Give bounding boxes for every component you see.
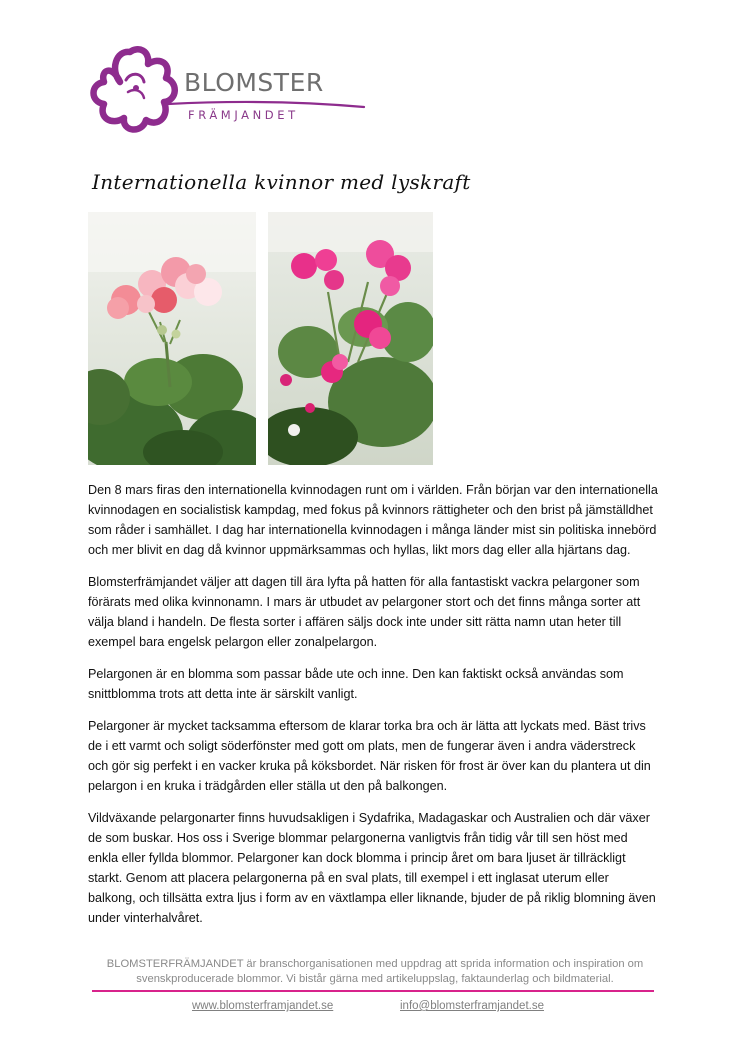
light-pink-pelargonium-photo	[88, 212, 256, 465]
article-title: Internationella kvinnor med lyskraft	[92, 170, 471, 194]
paragraph: Den 8 mars firas den internationella kvinnodagen runt om i världen. Från början var den internationella kvinnodagen en socialistisk kampdag, med fokus på kvinnors rättigheter och den brist på jämställdhet som råder i samhället. I dag har internationella kvinnodagen i många länder mist sin politiska innebörd och mer blivit en dag då kvinnor uppmärksammas och hyllas, likt mors dag eller alla hjärtans dag.	[88, 483, 658, 557]
flower-logo-icon	[86, 42, 186, 134]
hot-pink-pelargonium-photo	[268, 212, 433, 465]
footer-note: BLOMSTERFRÄMJANDET är branschorganisationen med uppdrag att sprida information och inspiration om svenskproducerade blommor. Vi bistår gärna med artikeluppslag, faktaunderlag och bildmaterial.	[106, 958, 644, 985]
paragraph: Pelargoner är mycket tacksamma eftersom de klarar torka bra och är lätta att lyckats med. Bäst trivs de i ett varmt och soligt söderfönster med gott om plats, men de fungerar även i andra väderstreck och gör sig perfekt i en vacker kruka på köksbordet. När risken för frost är över kan du plantera ut din pelargon i en kruka i trädgården eller ställa ut den på balkongen.	[88, 719, 651, 793]
paragraph: Vildväxande pelargonarter finns huvudsakligen i Sydafrika, Madagaskar och Australien och där växer de som buskar. Hos oss i Sverige blommar pelargonerna vanligtvis från tidig vår till sen höst med enkla eller fyllda blommor. Pelargoner kan dock blomma i princip året om bara ljuset är tillräckligt starkt. Genom att placera pelargonerna på en sval plats, till exempel i ett inglasat uterum eller balkong, och tillsätta extra ljus i form av en växtlampa eller liknande, bjuder de på riklig blomning även under vinterhalvåret.	[88, 811, 656, 925]
website-link[interactable]: www.blomsterframjandet.se	[192, 1000, 334, 1012]
footer-divider	[92, 990, 654, 992]
logo-subword: FRÄMJANDET	[188, 108, 299, 122]
paragraph: Pelargonen är en blomma som passar både ute och inne. Den kan faktiskt också användas som snittblomma trots att detta inte är särskilt vanligt.	[88, 667, 624, 701]
logo-wordmark: BLOMSTER	[184, 68, 324, 97]
email-link[interactable]: info@blomsterframjandet.se	[400, 1000, 544, 1012]
blomsterframjandet-logo	[86, 42, 366, 134]
article-body	[88, 480, 658, 940]
paragraph: Blomsterfrämjandet väljer att dagen till ära lyfta på hatten för alla fantastiskt vackra pelargoner som förärats med olika kvinnonamn. I mars är utbudet av pelargoner stort och det finns många sorter att välja bland i handeln. De flesta sorter i affären säljs dock inte under sitt rätta namn utan heter till exempel bara engelsk pelargon eller zonalpelargon.	[88, 575, 641, 649]
